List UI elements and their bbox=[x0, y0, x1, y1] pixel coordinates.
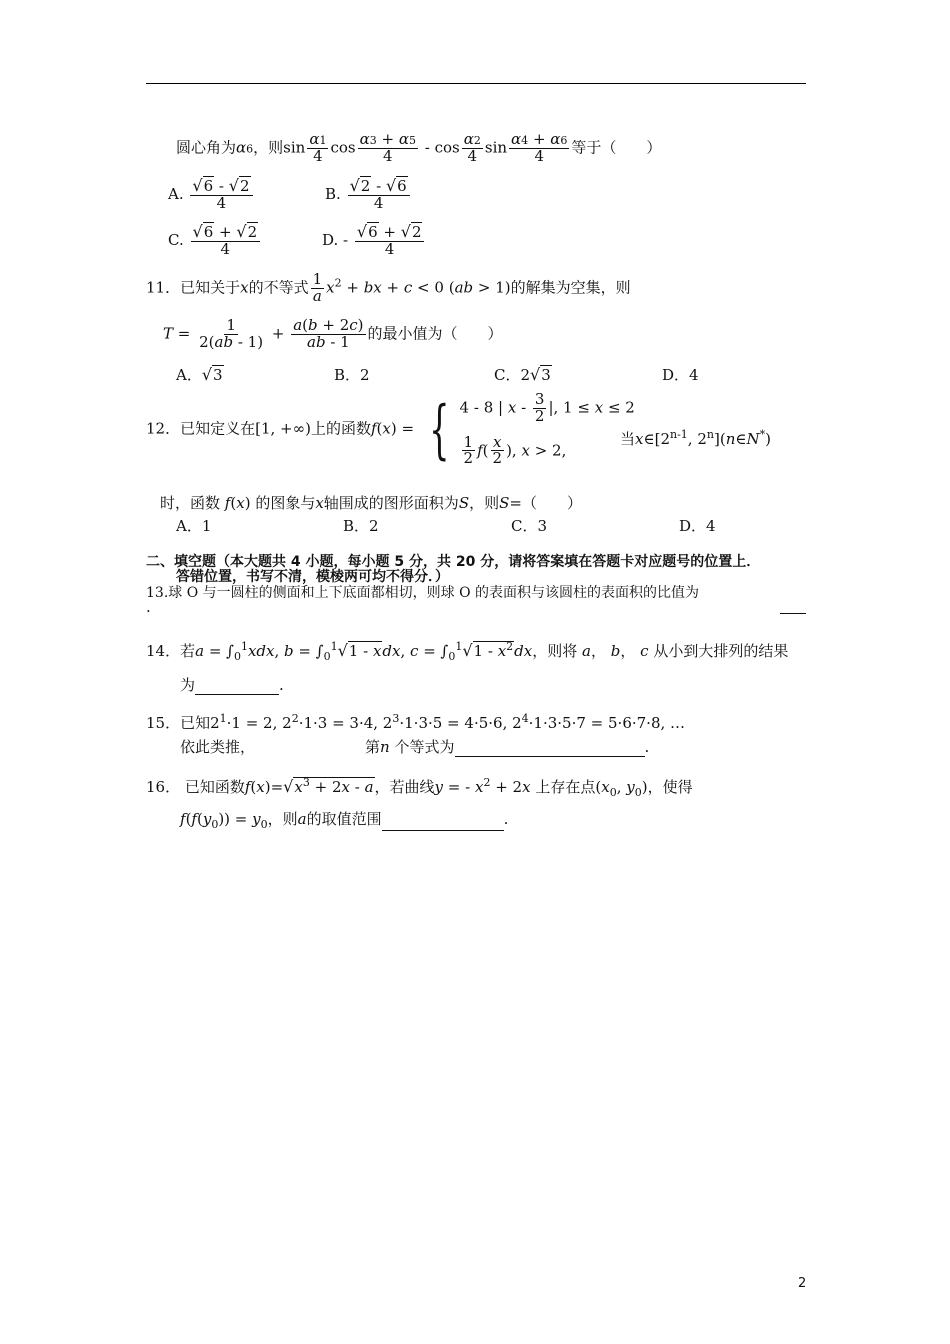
q10-option-d: D. - $\frac{√6 + √2}{4}$ bbox=[322, 224, 426, 258]
q12-option-a: A．1 bbox=[176, 517, 212, 535]
q11-option-d: D．4 bbox=[662, 366, 699, 384]
q11-expression: T = $\frac{1}{2(ab - 1)}$ + $\frac{a(b + 2c)}{ab - 1}$ 的最小值为（ ） bbox=[163, 316, 503, 351]
section-title-line2: 答错位置，书写不清，模棱两可均不得分．） bbox=[176, 569, 449, 585]
q14-answer-blank bbox=[195, 680, 279, 695]
q14-line2: 为 . bbox=[180, 676, 284, 694]
q11-option-a: A．√3 bbox=[176, 365, 223, 384]
q13-dot: . bbox=[146, 598, 151, 616]
q12-stem: 12．已知定义在[1, +∞)上的函数f(x) = { 4 - 8 | x - $\frac{3}{2}$ |, 1 ≤ x ≤ 2 $\frac{1}{2}$ f( $\frac{x}{2}$ ), x > 2, bbox=[146, 390, 635, 468]
q16-stem: 16． 已知函数$f(x)=√x^3 + 2x - a$，若曲线y = - $x^2 + 2x$ 上存在点($x_0$, $y_0$)，使得 bbox=[146, 776, 693, 799]
q15-line2: 依此类推， 第n 个等式为 . bbox=[180, 738, 650, 756]
q12-option-d: D．4 bbox=[679, 517, 716, 535]
q12-option-c: C．3 bbox=[511, 517, 548, 535]
q16-answer-blank bbox=[382, 816, 504, 831]
q10-option-c: C. $\frac{√6 + √2}{4}$ bbox=[168, 224, 262, 258]
section-title-line1: 二、填空题（本大题共 4 小题，每小题 5 分，共 20 分，请将答案填在答题卡对应题号的位置上． bbox=[146, 554, 761, 570]
q10-option-b: B. $\frac{√2 - √6}{4}$ bbox=[325, 178, 412, 212]
q14-stem: 14．若$a = \int_0^1xdx$, $b = \int_0^1√1$ - xdx, $c = \int_0^1√1 - x^2dx$，则将 a， b， c 从小到大排列的结果 bbox=[146, 640, 789, 663]
q12-line2: 时，函数 f(x) 的图象与x轴围成的图形面积为S，则S=（ ） bbox=[160, 494, 582, 512]
q12-option-b: B．2 bbox=[343, 517, 379, 535]
header-rule bbox=[146, 83, 806, 84]
q11-stem: 11．已知关于x的不等式 $\frac{1}{a}$ $x^2$ + bx + c < 0 (ab > 1)的解集为空集，则 bbox=[146, 270, 631, 305]
q11-option-b: B．2 bbox=[334, 366, 370, 384]
q13-answer-blank bbox=[780, 613, 806, 614]
page-number: 2 bbox=[798, 1276, 807, 1291]
q12-condition: 当x∈[2$^{n-1}$, 2$^n$](n∈N*) bbox=[620, 428, 771, 448]
q13-text: 13.球 O 与一圆柱的侧面和上下底面都相切，则球 O 的表面积与该圆柱的表面积的比值为 bbox=[146, 585, 700, 601]
q10-stem: 圆心角为α6，则sin $\frac{\alpha 1}{4}$ cos $\frac{\alpha 3 + \alpha 5}{4}$ - cos $\frac{\alpha 2}{4}$ sin $\frac{\alpha 4 + \alpha 6}{4}$ 等于（ ） bbox=[176, 130, 662, 165]
q10-option-a: A. $\frac{√6 - √2}{4}$ bbox=[168, 178, 255, 212]
q15-stem: 15．已知$2^1\cdot 1 = 2$, $2^2\cdot 1\cdot 3 = 3\cdot 4$, $2^3\cdot 1\cdot 3\cdot 5 = 4\cdot 5\cdot 6$, $2^4\cdot 1\cdot 3\cdot 5\cdot 7 = 5\cdot 6\cdot 7\cdot 8$, … bbox=[146, 712, 686, 732]
q15-answer-blank bbox=[455, 742, 645, 757]
q11-option-c: C．2√3 bbox=[494, 365, 551, 384]
q16-line2: $f(f(y_0)) = y_0$，则a的取值范围 . bbox=[180, 810, 509, 831]
